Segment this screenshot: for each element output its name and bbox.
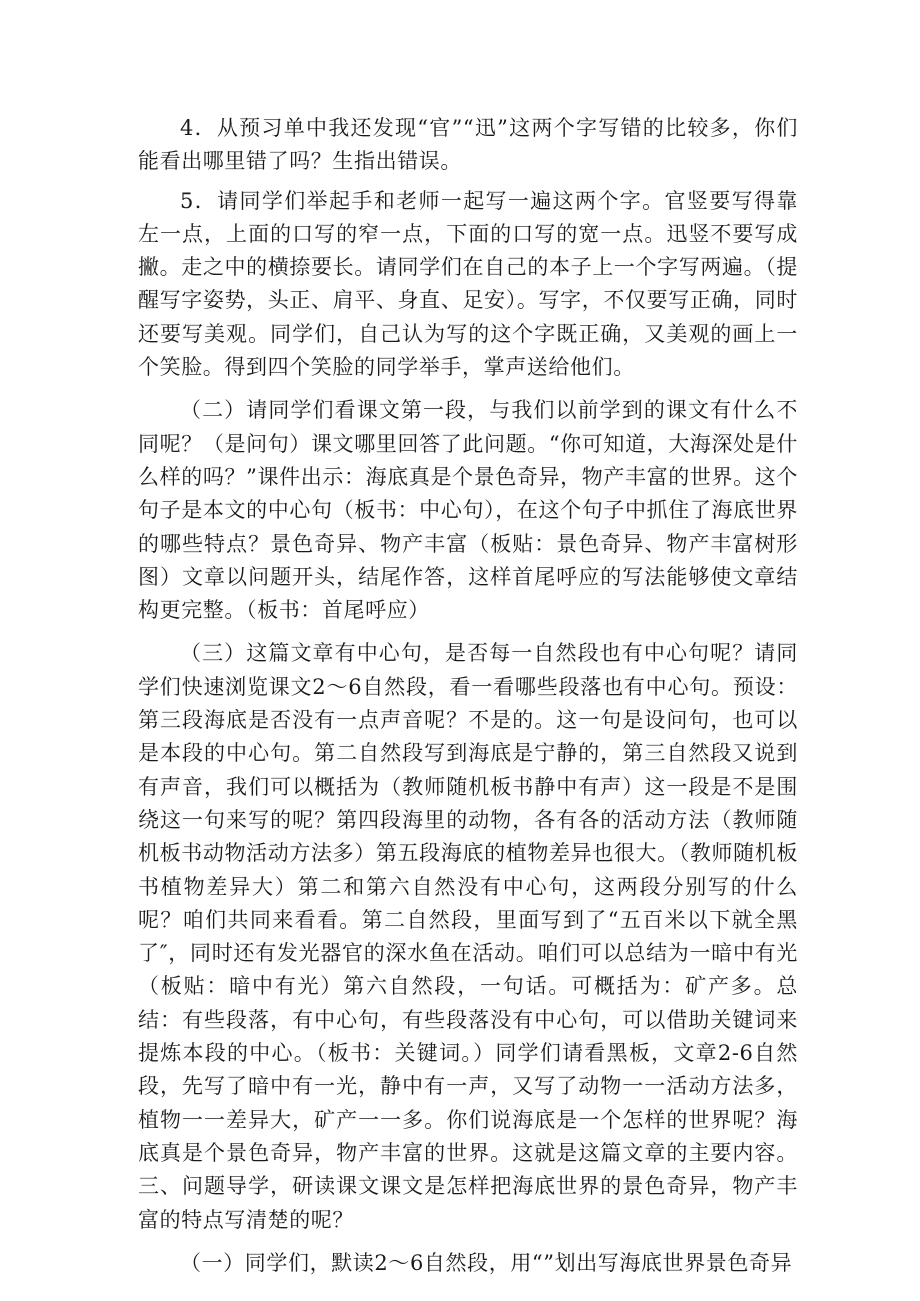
document-body: [138, 112, 798, 1290]
paragraph-3: （二）请同学们看课文第一段，与我们以前学到的课文有什么不同呢？（是问句）课文哪里回答了此问题。“你可知道，大海深处是什么样的吗？”课件出示：海底真是个景色奇异，物产丰富的世界。这个句子是本文的中心句（板书：中心句），在这个句子中抓住了海底世界的哪些特点？景色奇异、物产丰富（板贴：景色奇异、物产丰富树形图）文章以问题开头，结尾作答，这样首尾呼应的写法能够使文章结构更完整。（板书：首尾呼应）: [138, 398, 798, 623]
paragraph-5: （一）同学们，默读2～6自然段，用“”划出写海底世界景色奇异: [180, 1250, 793, 1275]
paragraph-4: （三）这篇文章有中心句，是否每一自然段也有中心句呢？请同学们快速浏览课文2～6自然段，看一看哪些段落也有中心句。预设：第三段海底是否没有一点声音呢？不是的。这一句是设问句，也可以是本段的中心句。第二自然段写到海底是宁静的，第三自然段又说到有声音，我们可以概括为（教师随机板书静中有声）这一段是不是围绕这一句来写的呢？第四段海里的动物，各有各的活动方法（教师随机板书动物活动方法多）第五段海底的植物差异也很大。（教师随机板书植物差异大）第二和第六自然没有中心句，这两段分别写的什么呢？咱们共同来看看。第二自然段，里面写到了“五百米以下就全黑了″，同时还有发光器官的深水鱼在活动。咱们可以总结为一暗中有光（板贴：暗中有光）第六自然段，一句话。可概括为：矿产多。总结：有些段落，有中心句，有些段落没有中心句，可以借助关键词来提炼本段的中心。（板书：关键词。）同学们请看黑板，文章2-6自然段，先写了暗中有一光，静中有一声，又写了动物一一活动方法多，植物一一差异大，矿产一一多。你们说海底是一个怎样的世界呢？海底真是个景色奇异，物产丰富的世界。这就是这篇文章的主要内容。三、问题导学，研读课文课文是怎样把海底世界的景色奇异，物产丰富的特点写清楚的呢？: [138, 641, 798, 1232]
paragraph-2: 5．请同学们举起手和老师一起写一遍这两个字。官竖要写得靠左一点，上面的口写的窄一点，下面的口写的宽一点。迅竖不要写成撇。走之中的横捺要长。请同学们在自己的本子上一个字写两遍。（提醒写字姿势，头正、肩平、身直、足安）。写字，不仅要写正确，同时还要写美观。同学们，自己认为写的这个字既正确，又美观的画上一个笑脸。得到四个笑脸的同学举手，掌声送给他们。: [138, 188, 798, 380]
paragraph-1: 4．从预习单中我还发现“官”“迅”这两个字写错的比较多，你们能看出哪里错了吗？生指出错误。: [138, 116, 798, 174]
